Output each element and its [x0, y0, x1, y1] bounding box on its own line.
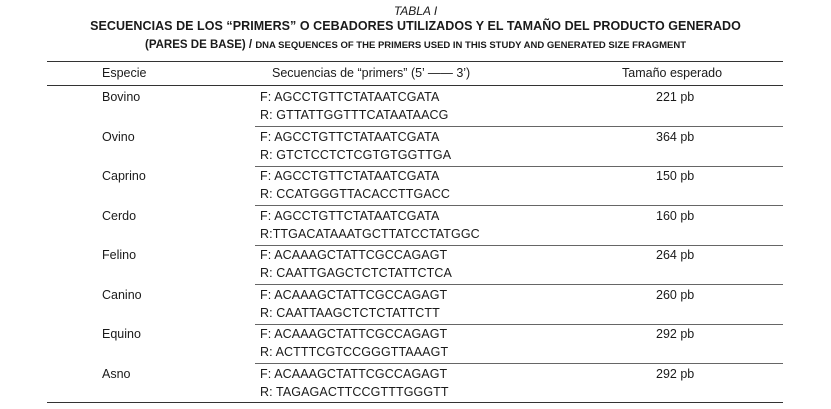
expected-size-cell: 150 pb: [656, 169, 695, 183]
expected-size-cell: 221 pb: [656, 90, 695, 104]
species-cell: Asno: [102, 366, 131, 381]
reverse-primer: R:TTGACATAAATGCTTATCCTATGGC: [260, 226, 480, 241]
species-cell: Cerdo: [102, 208, 137, 223]
species-cell: Bovino: [102, 90, 141, 104]
row-separator: [255, 205, 783, 206]
species-cell: Caprino: [102, 169, 146, 183]
table-title-line1: SECUENCIAS DE LOS “PRIMERS” O CEBADORES UTILIZADOS Y EL TAMAÑO DEL PRODUCTO GENERADO: [90, 19, 741, 33]
expected-size-cell: 264 pb: [656, 248, 695, 262]
table-row: [0, 248, 831, 288]
header-sequences: Secuencias de “primers” (5’ —— 3’): [272, 66, 471, 80]
forward-primer: F: AGCCTGTTCTATAATCGATA: [260, 169, 440, 183]
expected-size-cell: 160 pb: [656, 208, 695, 223]
species-cell: Equino: [102, 327, 141, 341]
expected-size-cell: 364 pb: [656, 129, 695, 144]
species-cell: Ovino: [102, 129, 135, 144]
reverse-primer: R: GTCTCCTCTCGTGTGGTTGA: [260, 147, 452, 162]
row-separator: [255, 245, 783, 246]
reverse-primer: R: CCATGGGTTACACCTTGACC: [260, 187, 451, 201]
row-separator: [255, 363, 783, 364]
header-species: Especie: [102, 66, 147, 80]
row-separator: [255, 284, 783, 285]
reverse-primer: R: CAATTAAGCTCTCTATTCTT: [260, 305, 440, 320]
reverse-primer: R: TAGAGACTTCCGTTTGGGTT: [260, 384, 449, 399]
table-row: [0, 367, 831, 407]
table-title-en: DNA SEQUENCES OF THE PRIMERS USED IN THIS STUDY AND GENERATED SIZE FRAGMENT: [255, 40, 687, 51]
forward-primer: F: ACAAAGCTATTCGCCAGAGT: [260, 248, 448, 262]
reverse-primer: R: CAATTGAGCTCTCTATTCTCA: [260, 266, 452, 280]
reverse-primer: R: ACTTTCGTCCGGGTTAAAGT: [260, 345, 449, 359]
forward-primer: F: AGCCTGTTCTATAATCGATA: [260, 90, 440, 104]
table-top-rule: [47, 61, 783, 62]
reverse-primer: R: GTTATTGGTTTCATAATAACG: [260, 108, 449, 122]
forward-primer: F: ACAAAGCTATTCGCCAGAGT: [260, 327, 448, 341]
forward-primer: F: ACAAAGCTATTCGCCAGAGT: [260, 287, 448, 302]
row-separator: [255, 126, 783, 127]
forward-primer: F: ACAAAGCTATTCGCCAGAGT: [260, 366, 448, 381]
table-title-es-part: (PARES DE BASE) /: [144, 39, 256, 51]
table-row: [0, 169, 831, 209]
species-cell: Felino: [102, 248, 137, 262]
table-number: TABLA I: [393, 4, 438, 18]
expected-size-cell: 260 pb: [656, 287, 695, 302]
table-title-line2: [0, 39, 831, 51]
row-separator: [255, 324, 783, 325]
header-size: Tamaño esperado: [622, 66, 723, 80]
forward-primer: F: AGCCTGTTCTATAATCGATA: [260, 208, 440, 223]
table-row: [0, 130, 831, 170]
table-header-rule: [47, 85, 783, 86]
forward-primer: F: AGCCTGTTCTATAATCGATA: [260, 129, 440, 144]
table-row: [0, 288, 831, 328]
table-row: [0, 209, 831, 249]
table-row: [0, 90, 831, 130]
expected-size-cell: 292 pb: [656, 366, 695, 381]
row-separator: [255, 166, 783, 167]
table-row: [0, 327, 831, 367]
table-bottom-rule: [47, 402, 783, 403]
species-cell: Canino: [102, 287, 142, 302]
expected-size-cell: 292 pb: [656, 327, 695, 341]
